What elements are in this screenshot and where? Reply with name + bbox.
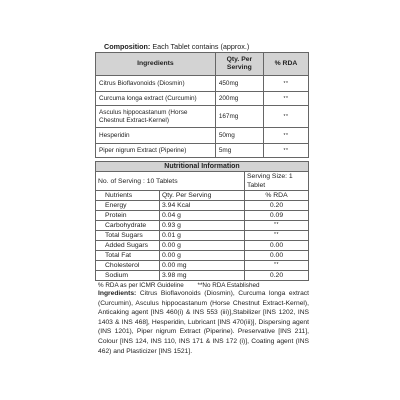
header-rda: % RDA — [245, 191, 309, 201]
composition-heading — [95, 39, 309, 51]
nutrient-qty: 0.01 g — [160, 231, 245, 241]
nutrient-rda: 0.20 — [245, 271, 309, 281]
nutrient-name: Protein — [96, 211, 160, 221]
ingredient-name: Piper nigrum Extract (Piperine) — [96, 144, 216, 158]
table-row — [96, 92, 309, 106]
ingredient-name: Hesperidin — [96, 128, 216, 144]
ingredients-text: Citrus Bioflavonoids (Diosmin), Curcuma longa extract (Curcumin), Asculus hippocastanum (Horse Chestnut Extract-Kernel), Anticaking agent [INS 460(i) & INS 553 (iii)],Stabilizer [INS 1202, INS 1403 & INS 468], Hesperidin, Lubricant [INS 470(iii)], Dispersing agent (INS 1201), Piper nigrum Extract (Piperine). Preservative [INS 211], Colour [INS 124, INS 110, INS 171 & INS 172 (i)], Coating agent (INS 462) and Plasticizer [INS 1521]. — [98, 290, 309, 355]
ingredient-qty: 50mg — [215, 128, 263, 144]
nutrient-name: Total Sugars — [96, 231, 160, 241]
ingredient-qty: 5mg — [215, 144, 263, 158]
nutrient-rda: ** — [245, 221, 309, 231]
table-row — [96, 128, 309, 144]
nutrient-rda: 0.00 — [245, 241, 309, 251]
serving-row — [96, 172, 309, 191]
ingredient-qty: 450mg — [215, 76, 263, 92]
ingredient-rda: ** — [263, 92, 308, 106]
ingredient-rda: ** — [263, 128, 308, 144]
servings-count: No. of Serving : 10 Tablets — [96, 172, 245, 191]
nutrient-rda: ** — [245, 261, 309, 271]
rda-note: % RDA as per ICMR Guideline — [98, 282, 184, 289]
nutrient-qty: 0.93 g — [160, 221, 245, 231]
no-rda-note: **No RDA Established — [197, 282, 260, 289]
nutrient-qty: 0.00 g — [160, 251, 245, 261]
table-row — [96, 201, 309, 211]
nutrition-title-row — [96, 162, 309, 172]
nutrient-qty: 0.00 mg — [160, 261, 245, 271]
nutrition-title: Nutritional Information — [96, 162, 309, 172]
ingredient-qty: 167mg — [215, 106, 263, 128]
composition-header-row — [96, 53, 309, 76]
nutrient-qty: 0.04 g — [160, 211, 245, 221]
ingredient-name: Asculus hippocastanum (Horse Chestnut Extract-Kernel) — [96, 106, 216, 128]
header-qty: Qty. Per Serving — [215, 53, 263, 76]
nutrition-table — [95, 161, 309, 281]
supplement-facts-label — [95, 39, 309, 356]
table-row — [96, 76, 309, 92]
ingredient-rda: ** — [263, 144, 308, 158]
header-rda: % RDA — [263, 53, 308, 76]
nutrient-name: Sodium — [96, 271, 160, 281]
table-row — [96, 241, 309, 251]
table-row — [96, 271, 309, 281]
nutrient-rda: 0.09 — [245, 211, 309, 221]
nutrient-name: Carbohydrate — [96, 221, 160, 231]
ingredient-rda: ** — [263, 106, 308, 128]
nutrient-qty: 0.00 g — [160, 241, 245, 251]
ingredient-name: Citrus Bioflavonoids (Diosmin) — [96, 76, 216, 92]
table-row — [96, 106, 309, 128]
nutrient-rda: 0.20 — [245, 201, 309, 211]
table-row — [96, 221, 309, 231]
header-qty: Qty. Per Serving — [160, 191, 245, 201]
ingredient-rda: ** — [263, 76, 308, 92]
table-row — [96, 231, 309, 241]
header-nutrients: Nutrients — [96, 191, 160, 201]
composition-title: Composition: — [104, 42, 151, 51]
nutrient-rda: ** — [245, 231, 309, 241]
nutrient-qty: 3.98 mg — [160, 271, 245, 281]
nutrient-name: Total Fat — [96, 251, 160, 261]
table-row — [96, 251, 309, 261]
ingredients-paragraph — [95, 289, 309, 356]
composition-subtitle: Each Tablet contains (approx.) — [152, 42, 250, 51]
nutrient-rda: 0.00 — [245, 251, 309, 261]
ingredient-name: Curcuma longa extract (Curcumin) — [96, 92, 216, 106]
ingredients-label: Ingredients: — [98, 290, 137, 297]
ingredient-qty: 200mg — [215, 92, 263, 106]
nutrient-name: Energy — [96, 201, 160, 211]
table-row — [96, 211, 309, 221]
nutrition-header-row — [96, 191, 309, 201]
composition-table — [95, 52, 309, 158]
footnotes — [95, 282, 309, 289]
serving-size: Serving Size: 1 Tablet — [245, 172, 309, 191]
table-row — [96, 144, 309, 158]
table-row — [96, 261, 309, 271]
header-ingredients: Ingredients — [96, 53, 216, 76]
nutrient-name: Cholesterol — [96, 261, 160, 271]
nutrient-name: Added Sugars — [96, 241, 160, 251]
nutrient-qty: 3.94 Kcal — [160, 201, 245, 211]
